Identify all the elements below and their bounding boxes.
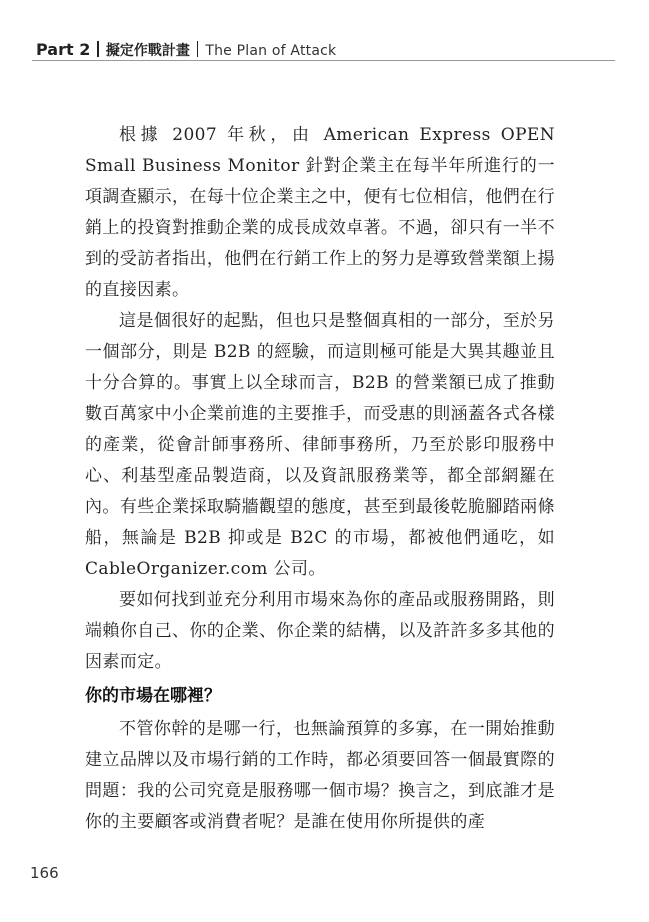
section-heading: 你的市場在哪裡？	[85, 686, 221, 706]
paragraph-3: 要如何找到並充分利用市場來為你的產品或服務開路，則端賴你自己、你的企業、你企業的結構，以及許許多多其他的因素而定。	[85, 590, 555, 672]
header-rule	[32, 60, 615, 61]
paragraph-4: 不管你幹的是哪一行，也無論預算的多寡，在一開始推動建立品牌以及市場行銷的工作時，都必須要回答一個最實際的問題：我的公司究竟是服務哪一個市場？換言之，到底誰才是你的主要顧客或消費者呢？是誰在使用你所提供的產	[85, 719, 555, 832]
chapter-title-zh: 擬定作戰計畫	[105, 43, 190, 59]
paragraph-1: 根據 2007 年秋，由 American Express OPEN Small Business Monitor 針對企業主在每半年所進行的一項調查顯示，在每十位企業主之中，便有七位相信，他們在行銷上的投資對推動企業的成長成效卓著。不過，卻只有一半不到的受訪者指出，他們在行銷工作上的努力是導致營業額上揚的直接因素。	[85, 125, 555, 300]
running-header	[0, 0, 649, 60]
header-title	[36, 40, 336, 60]
body-text	[85, 120, 555, 838]
header-separator	[97, 41, 99, 57]
paragraph-2: 這是個很好的起點，但也只是整個真相的一部分，至於另一個部分，則是 B2B 的經驗，而這則極可能是大異其趣並且十分合算的。事實上以全球而言，B2B 的營業額已成了推動數百萬家中小企業前進的主要推手，而受惠的則涵蓋各式各樣的產業，從會計師事務所、律師事務所，乃至於影印服務中心、利基型產品製造商，以及資訊服務業等，都全部網羅在內。有些企業採取騎牆觀望的態度，甚至到最後乾脆腳踏兩條船，無論是 B2B 抑或是 B2C 的市場，都被他們通吃，如 CableOrganizer.com 公司。	[85, 311, 555, 579]
page-number: 166	[30, 864, 59, 882]
part-label: Part 2	[36, 40, 91, 59]
header-separator	[197, 41, 199, 57]
chapter-title-en: The Plan of Attack	[205, 43, 337, 59]
